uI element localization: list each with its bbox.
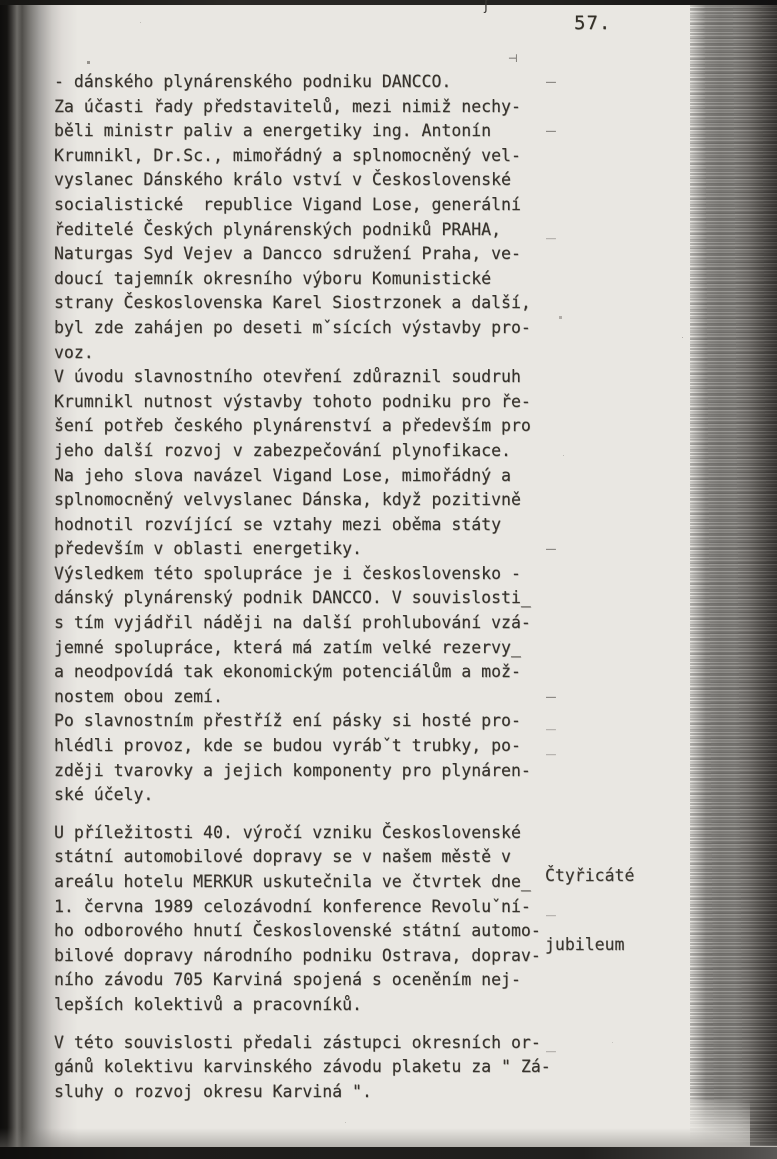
text-line [54, 870, 559, 895]
text-line-content: státní automobilové dopravy se v našem městě v [54, 847, 511, 867]
margin-note [545, 818, 634, 1002]
text-line-content: socialistické republice Vigand Lose, generální [54, 194, 521, 214]
text-line-content: U příležitosti 40. výročí vzniku Československé [54, 822, 521, 842]
faint-trail-mark: _ [546, 711, 556, 731]
text-line-content: Výsledkem této spolupráce je i československo - [54, 563, 521, 583]
text-line [54, 291, 559, 316]
book-page-edges-texture [690, 3, 777, 1146]
text-line-content: jemné spolupráce, která má zatím velké rezervy_ [54, 637, 521, 657]
text-line-content: ské účely. [54, 785, 154, 805]
text-line-content: voz. [54, 342, 94, 362]
text-line-content: vyslanec Dánského králo vství v Československé [54, 170, 511, 190]
text-line [54, 242, 559, 267]
text-line-content: šení potřeb českého plynárenství a především pro [54, 416, 531, 436]
faint-trail-mark: _ [546, 896, 556, 916]
text-line-content: splnomocněný velvyslanec Dánska, když pozitivně [54, 490, 521, 510]
text-line-content: Krumnikl nutnost výstavby tohoto podniku pro ře- [54, 391, 531, 411]
text-line [54, 95, 559, 120]
faint-trail-mark: _ [546, 1032, 556, 1052]
text-line [54, 70, 559, 95]
faint-trail-mark: _ [546, 219, 556, 239]
text-line-content: Na jeho slova navázel Vigand Lose, mimořádný a [54, 465, 511, 485]
text-line [54, 944, 559, 969]
text-line-content: Po slavnostním přestříž ení pásky si hosté pro- [54, 711, 521, 731]
stray-ink-mark-top: ʃ [484, 0, 489, 14]
text-line [54, 488, 559, 513]
text-line [54, 636, 559, 661]
text-line [54, 414, 559, 439]
text-line [54, 919, 559, 944]
text-line [54, 562, 559, 587]
text-line [54, 586, 559, 611]
text-line-content: 1. června 1989 celozávodní konference Revoluˇní- [54, 896, 531, 916]
text-line-content: jeho další rozvoj v zabezpečování plynofikace. [54, 440, 511, 460]
text-line-content: Za účasti řady představitelů, mezi nimiž nechy- [54, 96, 521, 116]
text-line [54, 821, 559, 846]
text-line-content: doucí tajemník okresního výboru Komunistické [54, 268, 492, 288]
text-line-content: sluhy o rozvoj okresu Karviná ". [54, 1081, 372, 1101]
faint-trail-mark: — [546, 539, 556, 559]
page-bottom-shadow [0, 1128, 777, 1147]
text-line [54, 895, 559, 920]
page-number: 57. [574, 12, 612, 34]
text-line-content: zději tvarovky a jejich komponenty pro plynáren- [54, 760, 531, 780]
text-line [54, 464, 559, 489]
text-line-content: hlédli provoz, kde se budou vyrábˇt trubky, po- [54, 736, 521, 756]
text-line-content: V úvodu slavnostního otevření zdůraznil soudruh [54, 367, 521, 387]
paper-noise-specks [0, 0, 1, 1]
text-line [54, 993, 559, 1018]
text-line-content: běli ministr paliv a energetiky ing. Antonín [54, 121, 492, 141]
text-line [54, 341, 559, 366]
text-line [54, 1031, 559, 1056]
text-line-content: lepších kolektivů a pracovníků. [54, 994, 362, 1014]
text-line [54, 759, 559, 784]
text-line [54, 267, 559, 292]
text-line [54, 734, 559, 759]
text-line-content: dánský plynárenský podnik DANCCO. V souvislosti_ [54, 588, 531, 608]
text-line [54, 709, 559, 734]
text-line [54, 390, 559, 415]
text-line-content: V této souvislosti předali zástupci okresních or- [54, 1032, 541, 1052]
text-line-content: nostem obou zemí. [54, 686, 223, 706]
text-line-content: s tím vyjádřil náději na další prohlubování vzá- [54, 613, 531, 633]
text-line [54, 660, 559, 685]
text-line-content: ho odborového hnutí Československé státní automo- [54, 921, 541, 941]
scan-top-edge [0, 0, 777, 5]
faint-trail-mark: _ [546, 736, 556, 756]
margin-note-line: Čtyřicáté [545, 866, 635, 885]
text-line [54, 193, 559, 218]
text-line [54, 845, 559, 870]
faint-trail-mark: — [546, 121, 556, 141]
text-line [54, 611, 559, 636]
text-line [54, 168, 559, 193]
text-line-content: areálu hotelu MERKUR uskutečnila ve čtvrtek dne_ [54, 872, 531, 891]
text-line [54, 439, 559, 464]
text-line-content: bilové dopravy národního podniku Ostrava, doprav- [54, 945, 541, 965]
text-line [54, 144, 559, 169]
faint-trail-mark: — [546, 72, 556, 91]
text-line [54, 1080, 559, 1105]
text-line-content: hodnotil rozvíjící se vztahy mezi oběma státy [54, 514, 502, 534]
text-line [54, 537, 559, 562]
margin-note-line: jubileum [545, 935, 625, 954]
text-line [54, 513, 559, 538]
text-line [54, 119, 559, 144]
text-line [54, 218, 559, 243]
text-line-content: - dánského plynárenského podniku DANCCO. [54, 72, 452, 91]
text-line-content: Naturgas Syd Vejev a Dancco sdružení Praha, ve- [54, 244, 521, 264]
text-line [54, 968, 559, 993]
text-line-content: ředitelé Českých plynárenských podniků PRAHA, [54, 219, 502, 239]
text-line [54, 685, 559, 710]
text-line-content: byl zde zahájen po deseti mˇsících výstavby pro- [54, 317, 531, 337]
text-line-content: ního závodu 705 Karviná spojená s oceněním nej- [54, 970, 521, 990]
text-line-content: gánů kolektivu karvinského závodu plaketu za " Zá- [54, 1057, 551, 1077]
text-line [54, 1055, 559, 1080]
typewritten-text-block [54, 70, 559, 1104]
text-line [54, 316, 559, 341]
text-line-content: a neodpovídá tak ekonomickým potenciálům a mož- [54, 662, 521, 682]
text-line-content: strany Československa Karel Siostrzonek a další, [54, 293, 531, 313]
text-line [54, 783, 559, 808]
text-line-content: Krumnikl, Dr.Sc., mimořádný a splnomocněný vel- [54, 145, 521, 165]
scan-bottom-edge [0, 1147, 777, 1159]
faint-trail-mark: — [546, 686, 556, 706]
text-line [54, 365, 559, 390]
stray-ink-mark-upper: ⊣ [508, 52, 518, 65]
text-line-content: především v oblasti energetiky. [54, 539, 362, 559]
